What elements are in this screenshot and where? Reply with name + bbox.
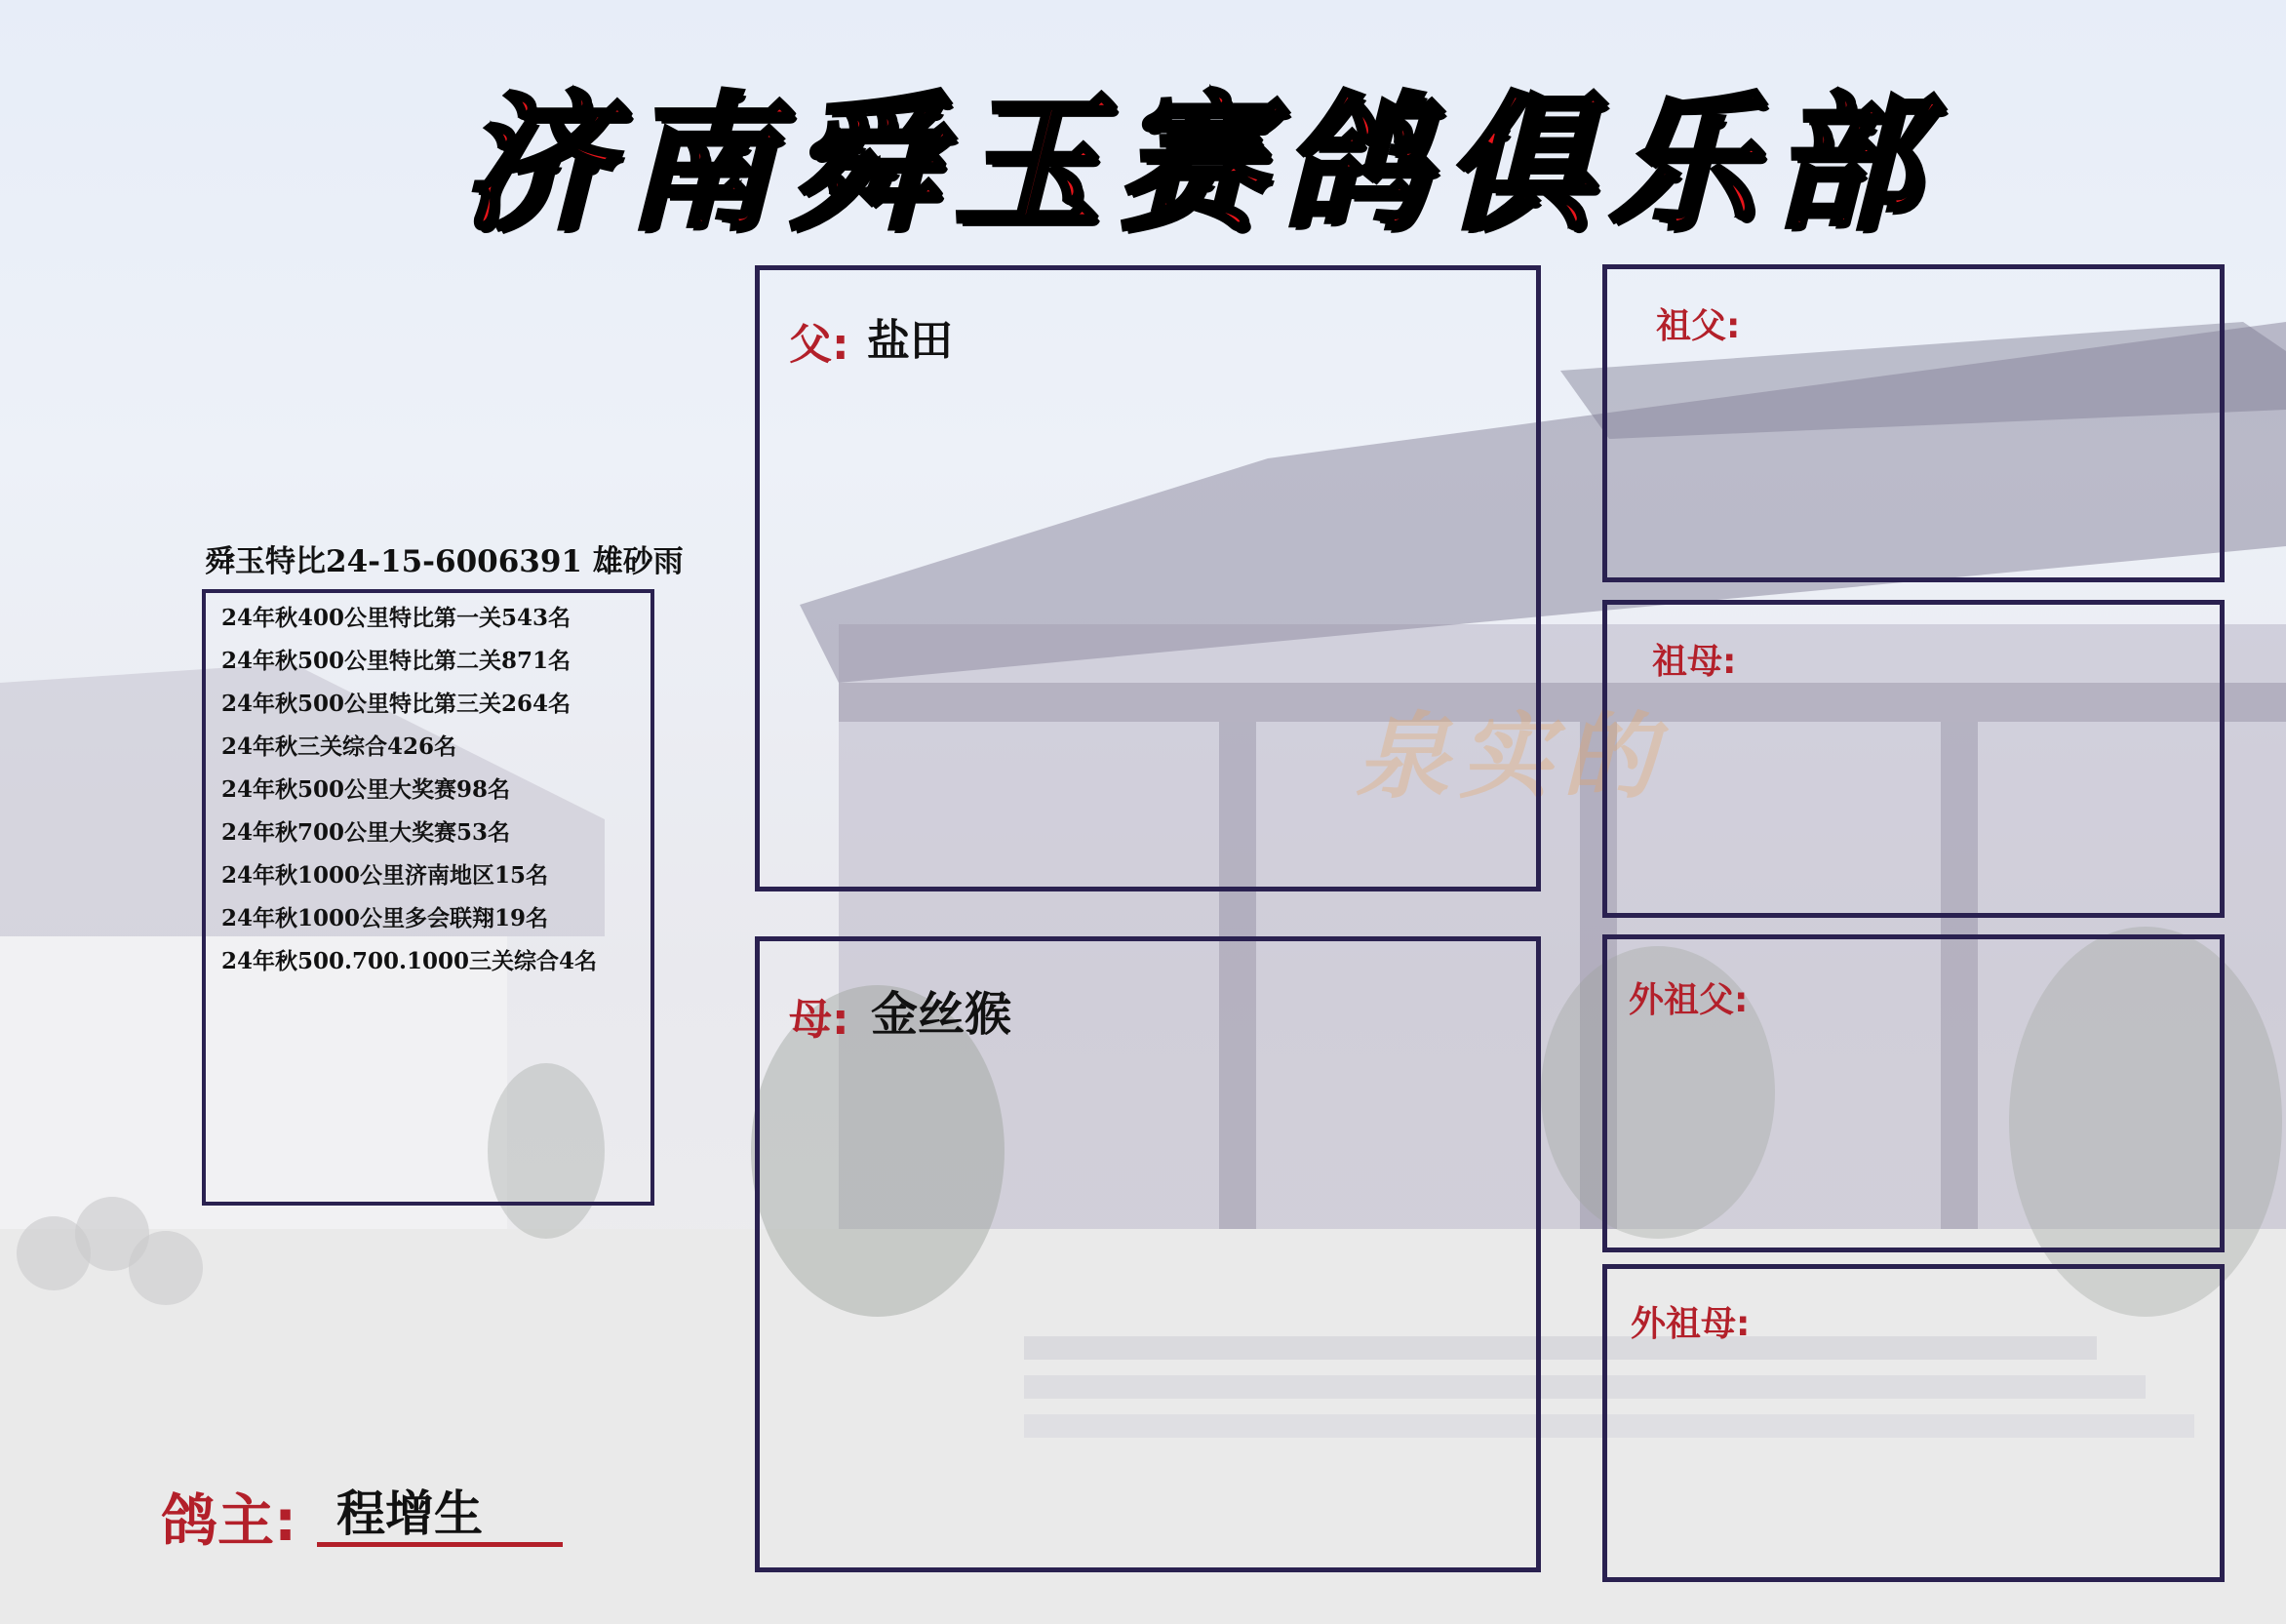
owner-name: 程增生 [336, 1485, 483, 1542]
paternal-grandmother-panel [1602, 600, 2225, 918]
sire-name: 盐田 [867, 316, 953, 366]
sire-panel [755, 265, 1541, 891]
dam-label: 母: [789, 995, 849, 1045]
race-results-list [221, 599, 597, 985]
owner-underline [317, 1542, 563, 1547]
maternal-grandfather-label: 外祖父: [1629, 980, 1749, 1020]
paternal-grandfather-label: 祖父: [1656, 306, 1741, 346]
maternal-grandmother-label: 外祖母: [1631, 1304, 1751, 1344]
sire-label: 父: [789, 320, 849, 370]
result-item: 24年秋500公里特比第三关264名 [221, 691, 572, 717]
paternal-grandmother-label: 祖母: [1652, 642, 1737, 682]
result-item: 24年秋500公里特比第二关871名 [221, 648, 572, 674]
result-item: 24年秋700公里大奖赛53名 [221, 819, 511, 846]
result-item: 24年秋三关综合426名 [221, 733, 457, 760]
owner-label: 鸽主: [161, 1487, 297, 1554]
result-item: 24年秋1000公里济南地区15名 [221, 862, 549, 889]
result-item: 24年秋500公里大奖赛98名 [221, 776, 511, 803]
result-item: 24年秋400公里特比第一关543名 [221, 605, 572, 631]
club-title-banner [462, 59, 1938, 250]
dam-name: 金丝猴 [871, 987, 1012, 1042]
dam-panel [755, 936, 1541, 1572]
maternal-grandmother-panel [1602, 1264, 2225, 1582]
result-item: 24年秋500.700.1000三关综合4名 [221, 948, 598, 974]
club-title: 济南舜玉赛鸽俱乐部 [462, 78, 1938, 250]
pigeon-ring-number: 舜玉特比24-15-6006391 雄砂雨 [205, 544, 684, 579]
paternal-grandfather-panel [1602, 264, 2225, 582]
maternal-grandfather-panel [1602, 934, 2225, 1252]
result-item: 24年秋1000公里多会联翔19名 [221, 905, 549, 931]
watermark-text: 泉实的 [1356, 701, 1666, 812]
race-results-box [202, 589, 654, 1206]
